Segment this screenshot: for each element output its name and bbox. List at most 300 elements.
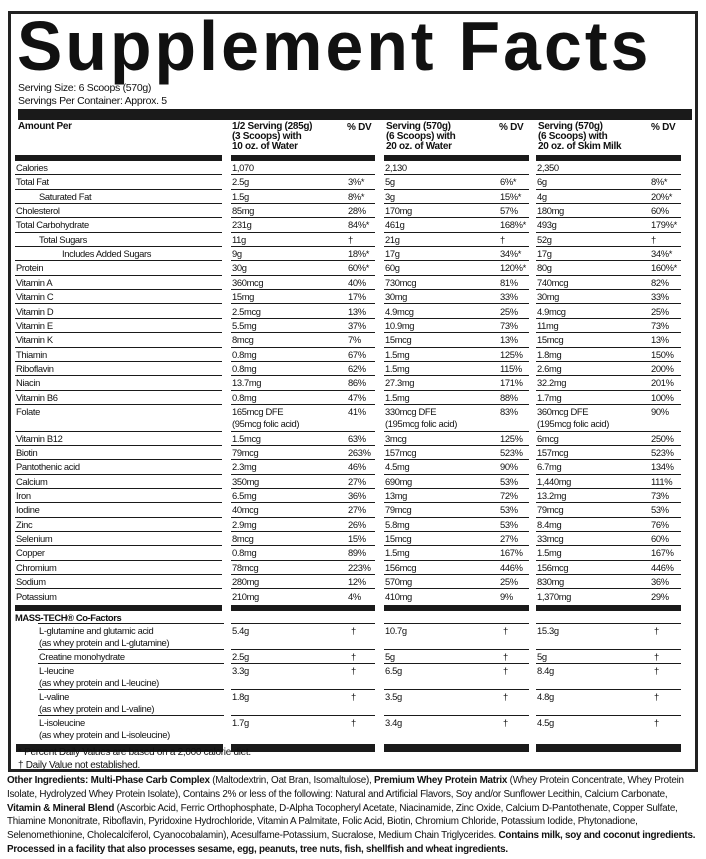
daily-value: 171% xyxy=(500,377,523,389)
nutrient-name: Folate xyxy=(16,405,40,417)
daily-value: † xyxy=(503,691,508,703)
daily-value: 7% xyxy=(348,334,361,346)
nutrient-name: Thiamin xyxy=(16,348,47,360)
amount-value: 156mcg xyxy=(385,561,417,573)
amount-value: 0.8mg xyxy=(232,547,257,559)
daily-value: 250% xyxy=(651,432,674,444)
column-dv-header-3: % DV xyxy=(651,122,676,133)
nutrient-name: Vitamin B12 xyxy=(16,432,63,444)
amount-value: 10.9mg xyxy=(385,319,415,331)
amount-value: 27.3mg xyxy=(385,377,415,389)
daily-value: 73% xyxy=(651,319,669,331)
amount-value: 2.9mg xyxy=(232,518,257,530)
daily-value: 20%* xyxy=(651,190,673,202)
daily-value: 523% xyxy=(500,447,523,458)
amount-value: 6.7mg xyxy=(537,461,562,473)
amount-value: 280mg xyxy=(232,576,259,588)
nutrient-name: Cholesterol xyxy=(16,205,60,217)
daily-value: 33% xyxy=(651,291,669,303)
daily-value: 36% xyxy=(348,490,366,502)
daily-value: 53% xyxy=(651,504,669,516)
section-divider-bar xyxy=(231,744,375,752)
amount-value: 0.8mg xyxy=(232,362,257,374)
amount-value: 13.7mg xyxy=(232,377,262,389)
daily-value: † xyxy=(500,233,505,245)
daily-value: 18%* xyxy=(348,248,370,260)
amount-value: 1.8mg xyxy=(537,348,562,360)
daily-value: 25% xyxy=(500,305,518,317)
daily-value: † xyxy=(654,624,659,636)
daily-value: 83% xyxy=(500,405,518,417)
amount-value: 210mg xyxy=(232,590,259,602)
daily-value: 27% xyxy=(348,504,366,516)
nutrient-name: Vitamin B6 xyxy=(16,391,58,403)
daily-value: † xyxy=(351,665,356,677)
daily-value: 168%* xyxy=(500,219,526,231)
daily-value: 33% xyxy=(500,291,518,303)
amount-value: 2.6mg xyxy=(537,362,562,374)
daily-value: 120%* xyxy=(500,262,526,274)
daily-value: 4% xyxy=(348,590,361,602)
column-header-3: Serving (570g) (6 Scoops) with 20 oz. of Skim Milk xyxy=(538,121,622,152)
nutrient-row xyxy=(11,546,701,560)
amount-value: 2.5mcg xyxy=(232,305,261,317)
nutrient-name: Niacin xyxy=(16,377,40,389)
daily-value: 115% xyxy=(500,362,522,374)
amount-value: 8.4g xyxy=(537,665,554,677)
amount-value: 1.7mg xyxy=(537,391,562,403)
nutrient-name: Riboflavin xyxy=(16,362,54,374)
amount-value: 13mg xyxy=(385,490,408,502)
amount-value: 30g xyxy=(232,262,247,274)
amount-value: 165mcg DFE xyxy=(232,405,284,417)
amount-value: 2.5g xyxy=(232,176,249,188)
daily-value: 37% xyxy=(348,319,366,331)
cofactor-row xyxy=(11,690,701,716)
amount-value: 3g xyxy=(385,190,395,202)
daily-value: 53% xyxy=(500,504,518,516)
nutrient-name: Vitamin A xyxy=(16,276,53,288)
nutrient-row xyxy=(11,319,701,333)
amount-value: 1.5mg xyxy=(537,547,562,559)
daily-value: 111% xyxy=(651,475,673,487)
daily-value: 15% xyxy=(348,533,366,545)
daily-value: 76% xyxy=(651,518,669,530)
cofactor-name: Creatine monohydrate xyxy=(39,650,125,662)
cofactor-source: (as whey protein and L-leucine) xyxy=(39,677,159,689)
daily-value: 41% xyxy=(348,405,366,417)
daily-value: 82% xyxy=(651,276,669,288)
amount-value: 570mg xyxy=(385,576,412,588)
amount-value: 10.7g xyxy=(385,624,407,636)
nutrient-row xyxy=(11,161,701,175)
daily-value: 40% xyxy=(348,276,366,288)
nutrient-name: Potassium xyxy=(16,590,57,602)
daily-value: † xyxy=(654,650,659,662)
amount-value: 80g xyxy=(537,262,552,274)
amount-value: 740mcg xyxy=(537,276,569,288)
cofactors-title: MASS-TECH® Co-Factors xyxy=(15,611,122,623)
cofactor-row xyxy=(11,624,701,650)
amount-value: 11g xyxy=(232,233,246,245)
amount-value: 6.5mg xyxy=(232,490,257,502)
supplement-facts-panel xyxy=(8,7,698,772)
amount-value: 1.5mg xyxy=(385,362,410,374)
daily-value: † xyxy=(351,691,356,703)
amount-value: 3mcg xyxy=(385,432,407,444)
amount-value: 3.3g xyxy=(232,665,249,677)
amount-value: 0.8mg xyxy=(232,391,257,403)
amount-value: 1.5g xyxy=(232,190,249,202)
nutrient-row xyxy=(11,175,701,189)
amount-value: 79mcg xyxy=(232,447,259,458)
amount-value: 180mg xyxy=(537,205,564,217)
cofactor-name: L-glutamine and glutamic acid xyxy=(39,624,154,636)
amount-value: 170mg xyxy=(385,205,412,217)
amount-value: 6g xyxy=(537,176,547,188)
amount-value: 8.4mg xyxy=(537,518,562,530)
nutrient-row xyxy=(11,247,701,261)
column-header-1: 1/2 Serving (285g) (3 Scoops) with 10 oz. of Water xyxy=(232,121,313,152)
nutrient-row xyxy=(11,348,701,362)
daily-value: 6%* xyxy=(500,176,517,188)
nutrient-name: Total Carbohydrate xyxy=(16,219,89,231)
amount-value: 1.5mcg xyxy=(232,432,261,444)
nutrient-name: Vitamin E xyxy=(16,319,53,331)
daily-value: 60% xyxy=(651,205,669,217)
amount-value: 231g xyxy=(232,219,252,231)
amount-value: 493g xyxy=(537,219,557,231)
daily-value: 90% xyxy=(500,461,518,473)
daily-value: 57% xyxy=(500,205,518,217)
amount-value: 1.5mg xyxy=(385,547,410,559)
nutrient-row xyxy=(11,290,701,304)
nutrient-row xyxy=(11,561,701,575)
label-title: Supplement Facts xyxy=(17,7,652,85)
amount-value: 15mcg xyxy=(537,334,564,346)
nutrient-row xyxy=(11,518,701,532)
section-divider-bar xyxy=(384,605,529,611)
amount-value: 3.4g xyxy=(385,717,402,729)
amount-value: 5g xyxy=(385,650,395,662)
column-dv-header-1: % DV xyxy=(347,122,372,133)
amount-value: 410mg xyxy=(385,590,412,602)
daily-value: 200% xyxy=(651,362,674,374)
cofactor-name: L-leucine xyxy=(39,665,74,677)
daily-value: 53% xyxy=(500,475,518,487)
amount-value: 360mcg DFE xyxy=(537,405,589,417)
daily-value: 36% xyxy=(651,576,669,588)
nutrient-row xyxy=(11,261,701,275)
daily-value: † xyxy=(351,650,356,662)
daily-value: 84%* xyxy=(348,219,370,231)
amount-value: 13.2mg xyxy=(537,490,567,502)
amount-value: 5.4g xyxy=(232,624,249,636)
daily-value: 523% xyxy=(651,447,674,458)
daily-value: 29% xyxy=(651,590,669,602)
daily-value: † xyxy=(503,624,508,636)
nutrient-row xyxy=(11,532,701,546)
nutrient-row xyxy=(11,376,701,390)
nutrient-row xyxy=(11,190,701,204)
footnote-percent-dv: * Percent Daily Values are based on a 2,000 calorie diet. xyxy=(18,747,251,758)
footnote-dagger: † Daily Value not established. xyxy=(18,760,141,771)
daily-value: 125% xyxy=(500,432,523,444)
header-thick-bar xyxy=(18,109,692,120)
daily-value: † xyxy=(503,665,508,677)
amount-value: 9g xyxy=(232,248,242,260)
amount-value: 2.3mg xyxy=(232,461,257,473)
amount-subvalue: (95mcg folic acid) xyxy=(232,417,300,429)
daily-value: 62% xyxy=(348,362,366,374)
daily-value: † xyxy=(503,650,508,662)
daily-value: 134% xyxy=(651,461,674,473)
nutrient-name: Pantothenic acid xyxy=(16,461,80,473)
nutrient-name: Total Sugars xyxy=(39,233,87,245)
daily-value: 446% xyxy=(651,561,674,573)
section-divider-bar xyxy=(15,605,222,611)
amount-value: 1,070 xyxy=(232,162,254,173)
nutrient-name: Zinc xyxy=(16,518,33,530)
amount-value: 6.5g xyxy=(385,665,402,677)
servings-per-container: Servings Per Container: Approx. 5 xyxy=(18,95,167,107)
daily-value: 25% xyxy=(651,305,669,317)
amount-value: 4.5mg xyxy=(385,461,410,473)
section-divider-bar xyxy=(231,605,375,611)
amount-value: 4g xyxy=(537,190,547,202)
daily-value: 13% xyxy=(348,305,366,317)
daily-value: † xyxy=(654,665,659,677)
daily-value: 263% xyxy=(348,447,371,458)
daily-value: 60%* xyxy=(348,262,370,274)
daily-value: 13% xyxy=(651,334,669,346)
amount-value: 5.5mg xyxy=(232,319,257,331)
daily-value: 179%* xyxy=(651,219,677,231)
daily-value: 47% xyxy=(348,391,366,403)
daily-value: 34%* xyxy=(500,248,522,260)
daily-value: 125% xyxy=(500,348,523,360)
nutrient-name: Vitamin K xyxy=(16,334,53,346)
nutrient-name: Biotin xyxy=(16,447,38,458)
amount-value: 85mg xyxy=(232,205,255,217)
cofactor-row xyxy=(11,716,701,742)
nutrient-row xyxy=(11,233,701,247)
daily-value: 167% xyxy=(651,547,674,559)
amount-value: 15.3g xyxy=(537,624,559,636)
amount-value: 78mcg xyxy=(232,561,259,573)
nutrient-name: Saturated Fat xyxy=(39,190,92,202)
amount-value: 3.5g xyxy=(385,691,402,703)
cofactor-row xyxy=(11,650,701,665)
cofactor-source: (as whey protein and L-isoleucine) xyxy=(39,729,170,741)
nutrient-name: Selenium xyxy=(16,533,53,545)
nutrient-name: Chromium xyxy=(16,561,57,573)
daily-value: 89% xyxy=(348,547,366,559)
amount-value: 4.8g xyxy=(537,691,554,703)
daily-value: 9% xyxy=(500,590,513,602)
nutrient-row xyxy=(11,503,701,517)
amount-value: 4.9mcg xyxy=(537,305,566,317)
amount-value: 156mcg xyxy=(537,561,569,573)
nutrient-row xyxy=(11,305,701,319)
amount-value: 32.2mg xyxy=(537,377,567,389)
daily-value: 15%* xyxy=(500,190,522,202)
nutrient-row xyxy=(11,446,701,460)
amount-value: 1,370mg xyxy=(537,590,572,602)
amount-value: 330mcg DFE xyxy=(385,405,437,417)
nutrient-name: Copper xyxy=(16,547,45,559)
nutrient-name: Includes Added Sugars xyxy=(62,248,152,260)
daily-value: 8%* xyxy=(348,190,365,202)
daily-value: 73% xyxy=(500,319,518,331)
amount-subvalue: (195mcg folic acid) xyxy=(385,417,458,429)
nutrient-row xyxy=(11,432,701,446)
nutrient-row xyxy=(11,405,701,432)
nutrient-row xyxy=(11,362,701,376)
nutrient-row xyxy=(11,276,701,290)
daily-value: † xyxy=(351,717,356,729)
daily-value: 12% xyxy=(348,576,366,588)
amount-value: 17g xyxy=(385,248,400,260)
amount-value: 17g xyxy=(537,248,552,260)
amount-value: 350mg xyxy=(232,475,259,487)
daily-value: 150% xyxy=(651,348,674,360)
amount-subvalue: (195mcg folic acid) xyxy=(537,417,610,429)
column-header-2: Serving (570g) (6 Scoops) with 20 oz. of Water xyxy=(386,121,456,152)
daily-value: 446% xyxy=(500,561,523,573)
daily-value: 28% xyxy=(348,205,366,217)
daily-value: 67% xyxy=(348,348,366,360)
amount-value: 5g xyxy=(385,176,395,188)
serving-size: Serving Size: 6 Scoops (570g) xyxy=(18,82,152,94)
nutrient-name: Iodine xyxy=(16,504,40,516)
daily-value: 167% xyxy=(500,547,523,559)
amount-value: 8mcg xyxy=(232,334,254,346)
daily-value: 81% xyxy=(500,276,518,288)
amount-value: 2,350 xyxy=(537,162,559,173)
nutrient-row xyxy=(11,489,701,503)
cofactor-name: L-isoleucine xyxy=(39,717,85,729)
amount-value: 1.7g xyxy=(232,717,249,729)
amount-value: 40mcg xyxy=(232,504,259,516)
daily-value: † xyxy=(348,233,353,245)
amount-value: 8mcg xyxy=(232,533,254,545)
cofactor-source: (as whey protein and L-valine) xyxy=(39,703,155,715)
amount-value: 21g xyxy=(385,233,400,245)
nutrient-name: Calcium xyxy=(16,475,48,487)
amount-value: 157mcg xyxy=(385,447,417,458)
daily-value: 73% xyxy=(651,490,669,502)
daily-value: 86% xyxy=(348,377,366,389)
allergen-statement: Contains milk, soy and coconut ingredients. xyxy=(498,830,696,842)
daily-value: † xyxy=(654,691,659,703)
cofactor-name: L-valine xyxy=(39,691,70,703)
nutrient-row xyxy=(11,460,701,474)
daily-value: † xyxy=(351,624,356,636)
daily-value: 90% xyxy=(651,405,669,417)
daily-value: 53% xyxy=(500,518,518,530)
amount-value: 11mg xyxy=(537,319,559,331)
amount-value: 79mcg xyxy=(385,504,412,516)
cofactor-source: (as whey protein and L-glutamine) xyxy=(39,636,170,648)
daily-value: 26% xyxy=(348,518,366,530)
nutrient-row xyxy=(11,218,701,232)
amount-value: 830mg xyxy=(537,576,564,588)
daily-value: 27% xyxy=(500,533,518,545)
nutrient-row xyxy=(11,475,701,489)
amount-value: 1.8g xyxy=(232,691,249,703)
nutrient-row xyxy=(11,333,701,347)
amount-value: 0.8mg xyxy=(232,348,257,360)
facility-statement: Processed in a facility that also processes sesame, egg, peanuts, tree nuts, fish, shellfish and wheat ingredients. xyxy=(7,843,508,855)
nutrient-name: Vitamin D xyxy=(16,305,54,317)
amount-value: 5.8mg xyxy=(385,518,410,530)
amount-value: 4.5g xyxy=(537,717,554,729)
daily-value: 27% xyxy=(348,475,366,487)
amount-value: 79mcg xyxy=(537,504,564,516)
daily-value: 201% xyxy=(651,377,674,389)
daily-value: 13% xyxy=(500,334,518,346)
daily-value: 34%* xyxy=(651,248,673,260)
nutrient-name: Vitamin C xyxy=(16,291,54,303)
nutrient-name: Protein xyxy=(16,262,44,274)
nutrient-row xyxy=(11,391,701,405)
daily-value: † xyxy=(654,717,659,729)
amount-value: 30mg xyxy=(537,291,560,303)
amount-value: 33mcg xyxy=(537,533,564,545)
amount-value: 1,440mg xyxy=(537,475,572,487)
amount-value: 60g xyxy=(385,262,400,274)
section-divider-bar xyxy=(536,605,681,611)
nutrient-name: Sodium xyxy=(16,576,46,588)
daily-value: 88% xyxy=(500,391,518,403)
amount-value: 360mcg xyxy=(232,276,264,288)
amount-per-header: Amount Per xyxy=(18,121,72,132)
amount-value: 690mg xyxy=(385,475,412,487)
nutrient-row xyxy=(11,575,701,589)
daily-value: 46% xyxy=(348,461,366,473)
daily-value: 17% xyxy=(348,291,366,303)
nutrient-row xyxy=(11,590,701,604)
amount-value: 461g xyxy=(385,219,405,231)
amount-value: 2,130 xyxy=(385,162,407,173)
nutrient-name: Iron xyxy=(16,490,31,502)
amount-value: 15mcg xyxy=(385,533,412,545)
section-divider-bar xyxy=(384,744,529,752)
amount-value: 15mg xyxy=(232,291,255,303)
other-ingredients: Other Ingredients: Multi-Phase Carb Complex (Maltodextrin, Oat Bran, Isomaltulose), Premium Whey Protein Matrix (Whey Protein Concentrate, Whey Protein Isolate, Hydrolyzed Whey Protein Isolate), Contains 2% or less of the following: Natural and Artificial Flavors, Soy and/or Sunflower Lecithin, Calcium Carbonate, Vitamin & Mineral Blend (Ascorbic Acid, Ferric Orthophosphate, D-Alpha Tocopheryl Acetate, Niacinamide, Zinc Oxide, Calcium D-Pantothenate, Copper Sulfate, Thiamine Mononitrate, Riboflavin, Pyridoxine Hydrochloride, Vitamin A Palmitate, Folic Acid, Biotin, Chromium Chloride, Potassium Iodide, Phytonadione, Selenomethionine, Cholecalciferol, Cyanocobalamin), Acesulfame-Potassium, Sucralose, Medium Chain Triglycerides. Contains milk, soy and coconut ingredients. Processed in a facility that also processes sesame, egg, peanuts, tree nuts, fish, shellfish and wheat ingredients. xyxy=(7,775,696,855)
amount-value: 2.5g xyxy=(232,650,249,662)
daily-value: 223% xyxy=(348,561,371,573)
cofactor-row xyxy=(11,664,701,690)
daily-value: † xyxy=(651,233,656,245)
daily-value: 25% xyxy=(500,576,518,588)
nutrient-name: Total Fat xyxy=(16,176,49,188)
amount-value: 1.5mg xyxy=(385,348,410,360)
amount-value: 6mcg xyxy=(537,432,559,444)
daily-value: 8%* xyxy=(651,176,668,188)
column-dv-header-2: % DV xyxy=(499,122,524,133)
nutrient-name: Calories xyxy=(16,162,48,173)
section-divider-bar xyxy=(536,744,681,752)
amount-value: 30mg xyxy=(385,291,408,303)
daily-value: 3%* xyxy=(348,176,365,188)
amount-value: 1.5mg xyxy=(385,391,410,403)
amount-value: 52g xyxy=(537,233,552,245)
amount-value: 4.9mcg xyxy=(385,305,414,317)
daily-value: 63% xyxy=(348,432,366,444)
amount-value: 15mcg xyxy=(385,334,412,346)
